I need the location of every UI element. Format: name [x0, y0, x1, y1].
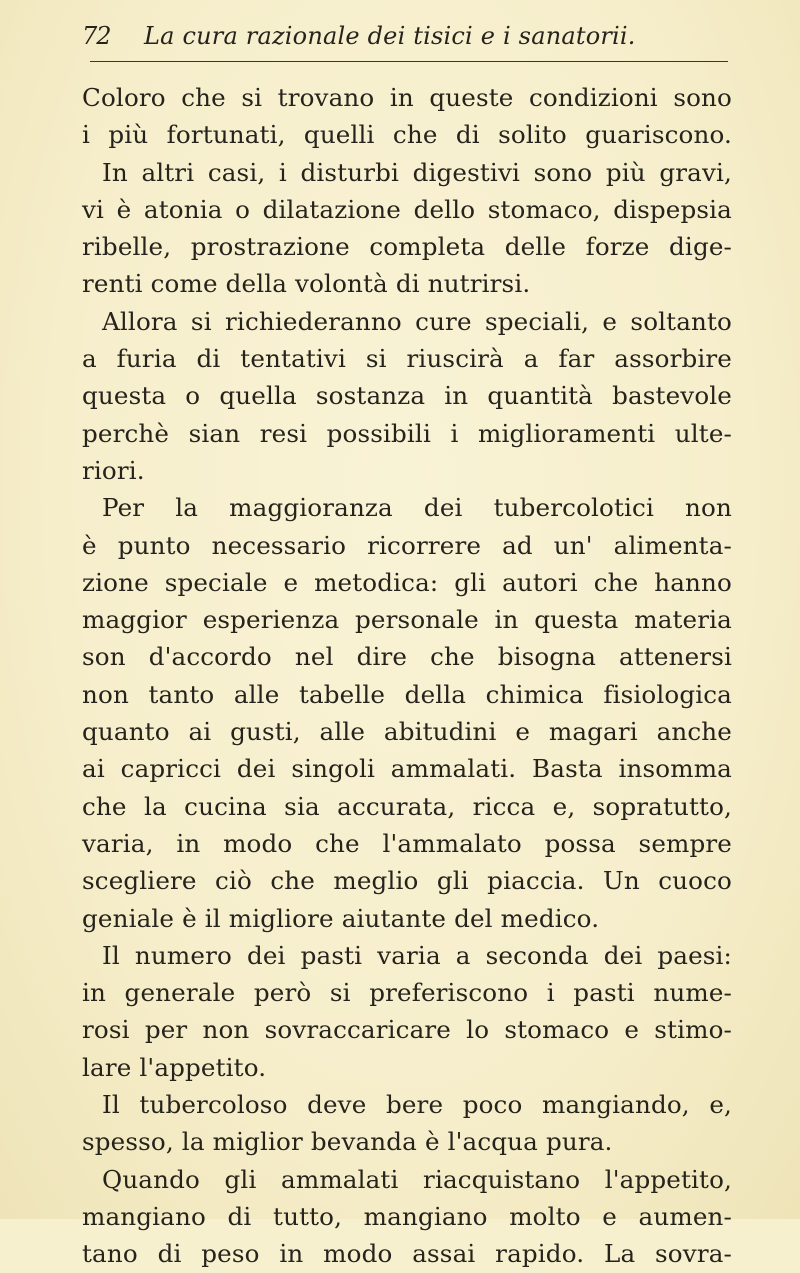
text-line: son d'accordo nel dire che bisogna attenersi	[82, 642, 732, 672]
text-line: i più fortunati, quelli che di solito guariscono.	[82, 120, 732, 150]
text-line: Quando gli ammalati riacquistano l'appetito,	[102, 1164, 732, 1194]
text-line: In altri casi, i disturbi digestivi sono più gravi,	[102, 157, 732, 187]
header-rule	[90, 61, 728, 62]
text-line: in generale però si preferiscono i pasti nume-	[82, 978, 732, 1008]
running-title: La cura razionale dei tisici e i sanatorii.	[144, 22, 636, 50]
text-line: rosi per non sovraccaricare lo stomaco e stimo-	[82, 1015, 732, 1045]
text-line: questa o quella sostanza in quantità bastevole	[82, 381, 732, 411]
text-line: perchè sian resi possibili i miglioramenti ulte-	[82, 418, 732, 448]
text-line: quanto ai gusti, alle abitudini e magari anche	[82, 717, 732, 747]
text-line: non tanto alle tabelle della chimica fisiologica	[82, 679, 732, 709]
text-line: mangiano di tutto, mangiano molto e aumen-	[82, 1201, 732, 1231]
text-line: ai capricci dei singoli ammalati. Basta insomma	[82, 754, 732, 784]
text-line: Il numero dei pasti varia a seconda dei paesi:	[102, 940, 732, 970]
text-line: varia, in modo che l'ammalato possa sempre	[82, 828, 732, 858]
text-line: scegliere ciò che meglio gli piaccia. Un cuoco	[82, 866, 732, 896]
text-line: è punto necessario ricorrere ad un' alimenta-	[82, 530, 732, 560]
text-line: Il tubercoloso deve bere poco mangiando, e,	[102, 1090, 732, 1120]
text-line: zione speciale e metodica: gli autori che hanno	[82, 567, 732, 597]
page-number: 72	[82, 22, 111, 50]
text-line: Per la maggioranza dei tubercolotici non	[102, 493, 732, 523]
text-line: a furia di tentativi si riuscirà a far assorbire	[82, 344, 732, 374]
text-line: Allora si richiederanno cure speciali, e soltanto	[102, 306, 732, 336]
text-line: renti come della volontà di nutrirsi.	[82, 269, 531, 299]
text-line: che la cucina sia accurata, ricca e, sopratutto,	[82, 791, 732, 821]
text-line: lare l'appetito.	[82, 1052, 267, 1082]
text-line: maggior esperienza personale in questa materia	[82, 605, 732, 635]
page-header	[82, 18, 732, 58]
text-line: vi è atonia o dilatazione dello stomaco, dispepsia	[82, 194, 732, 224]
text-line: Coloro che si trovano in queste condizioni sono	[82, 83, 732, 112]
text-line: tano di peso in modo assai rapido. La sovra-	[82, 1239, 732, 1269]
text-line: spesso, la miglior bevanda è l'acqua pura.	[82, 1127, 613, 1157]
text-line: geniale è il migliore aiutante del medico.	[82, 903, 600, 933]
text-line: riori.	[82, 455, 145, 485]
body-text	[82, 79, 732, 1273]
text-line: ribelle, prostrazione completa delle forze dige-	[82, 232, 732, 262]
